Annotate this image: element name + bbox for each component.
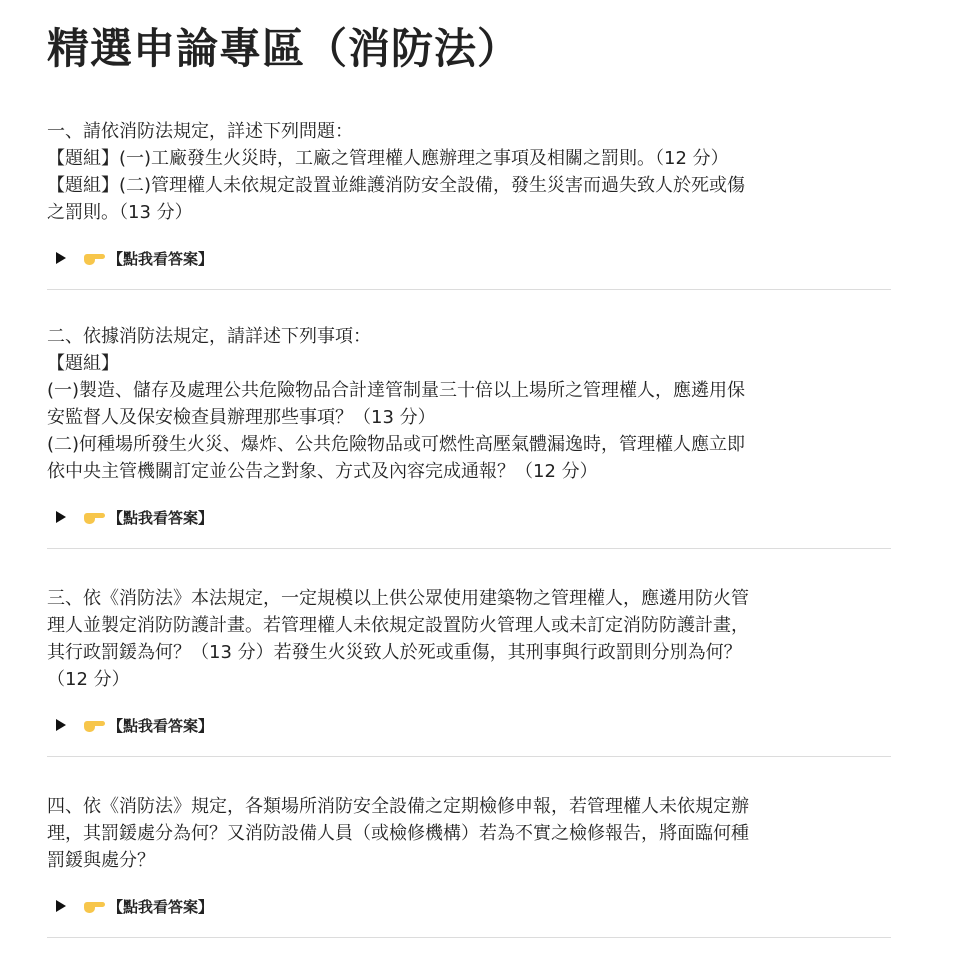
show-answer-toggle[interactable] [47,894,891,918]
show-answer-label: 【點我看答案】 [108,508,214,527]
show-answer-toggle[interactable] [47,713,891,737]
show-answer-label: 【點我看答案】 [108,716,214,735]
question-line: 罰鍰與處分？ [47,850,155,871]
question-line: (一)製造、儲存及處理公共危險物品合計達管制量三十倍以上場所之管理權人，應遴用保 [47,380,746,401]
question-line: 依中央主管機關訂定並公告之對象、方式及內容完成通報？（12 分） [47,461,598,482]
show-answer-label: 【點我看答案】 [108,249,214,268]
question-line: 一、請依消防法規定，詳述下列問題： [47,121,353,142]
question-4 [47,757,891,938]
question-text [47,585,887,693]
question-text [47,118,887,226]
show-answer-toggle[interactable] [47,505,891,529]
question-text [47,793,887,874]
question-text [47,323,887,485]
question-line: 【題組】(二)管理權人未依規定設置並維護消防安全設備，發生災害而過失致人於死或傷 [47,175,746,196]
page-title: 精選申論專區（消防法） [47,24,521,73]
question-line: (二)何種場所發生火災、爆炸、公共危險物品或可燃性高壓氣體漏逸時，管理權人應立即 [47,434,746,455]
question-line: 其行政罰鍰為何？（13 分）若發生火災致人於死或重傷，其刑事與行政罰則分別為何？ [47,642,742,663]
question-line: 理人並製定消防防護計畫。若管理權人未依規定設置防火管理人或未訂定消防防護計畫， [47,615,749,636]
triangle-right-icon [56,719,66,731]
question-line: 理，其罰鍰處分為何？又消防設備人員（或檢修機構）若為不實之檢修報告，將面臨何種 [47,823,749,844]
question-line: （12 分） [47,669,130,690]
triangle-right-icon [56,252,66,264]
pointing-hand-icon [84,898,106,914]
question-3 [47,549,891,757]
pointing-hand-icon [84,717,106,733]
question-2 [47,290,891,549]
question-line: 四、依《消防法》規定，各類場所消防安全設備之定期檢修申報，若管理權人未依規定辦 [47,796,749,817]
triangle-right-icon [56,511,66,523]
show-answer-toggle[interactable] [47,246,891,270]
show-answer-label: 【點我看答案】 [108,897,214,916]
question-line: 【題組】(一)工廠發生火災時，工廠之管理權人應辦理之事項及相關之罰則。（12 分） [47,148,729,169]
pointing-hand-icon [84,509,106,525]
question-list [47,118,891,938]
question-1 [47,118,891,290]
triangle-right-icon [56,900,66,912]
question-line: 之罰則。（13 分） [47,202,193,223]
pointing-hand-icon [84,250,106,266]
question-line: 二、依據消防法規定，請詳述下列事項： [47,326,371,347]
question-line: 三、依《消防法》本法規定，一定規模以上供公眾使用建築物之管理權人，應遴用防火管 [47,588,749,609]
question-line: 安監督人及保安檢查員辦理那些事項？（13 分） [47,407,436,428]
question-line: 【題組】 [47,353,119,374]
